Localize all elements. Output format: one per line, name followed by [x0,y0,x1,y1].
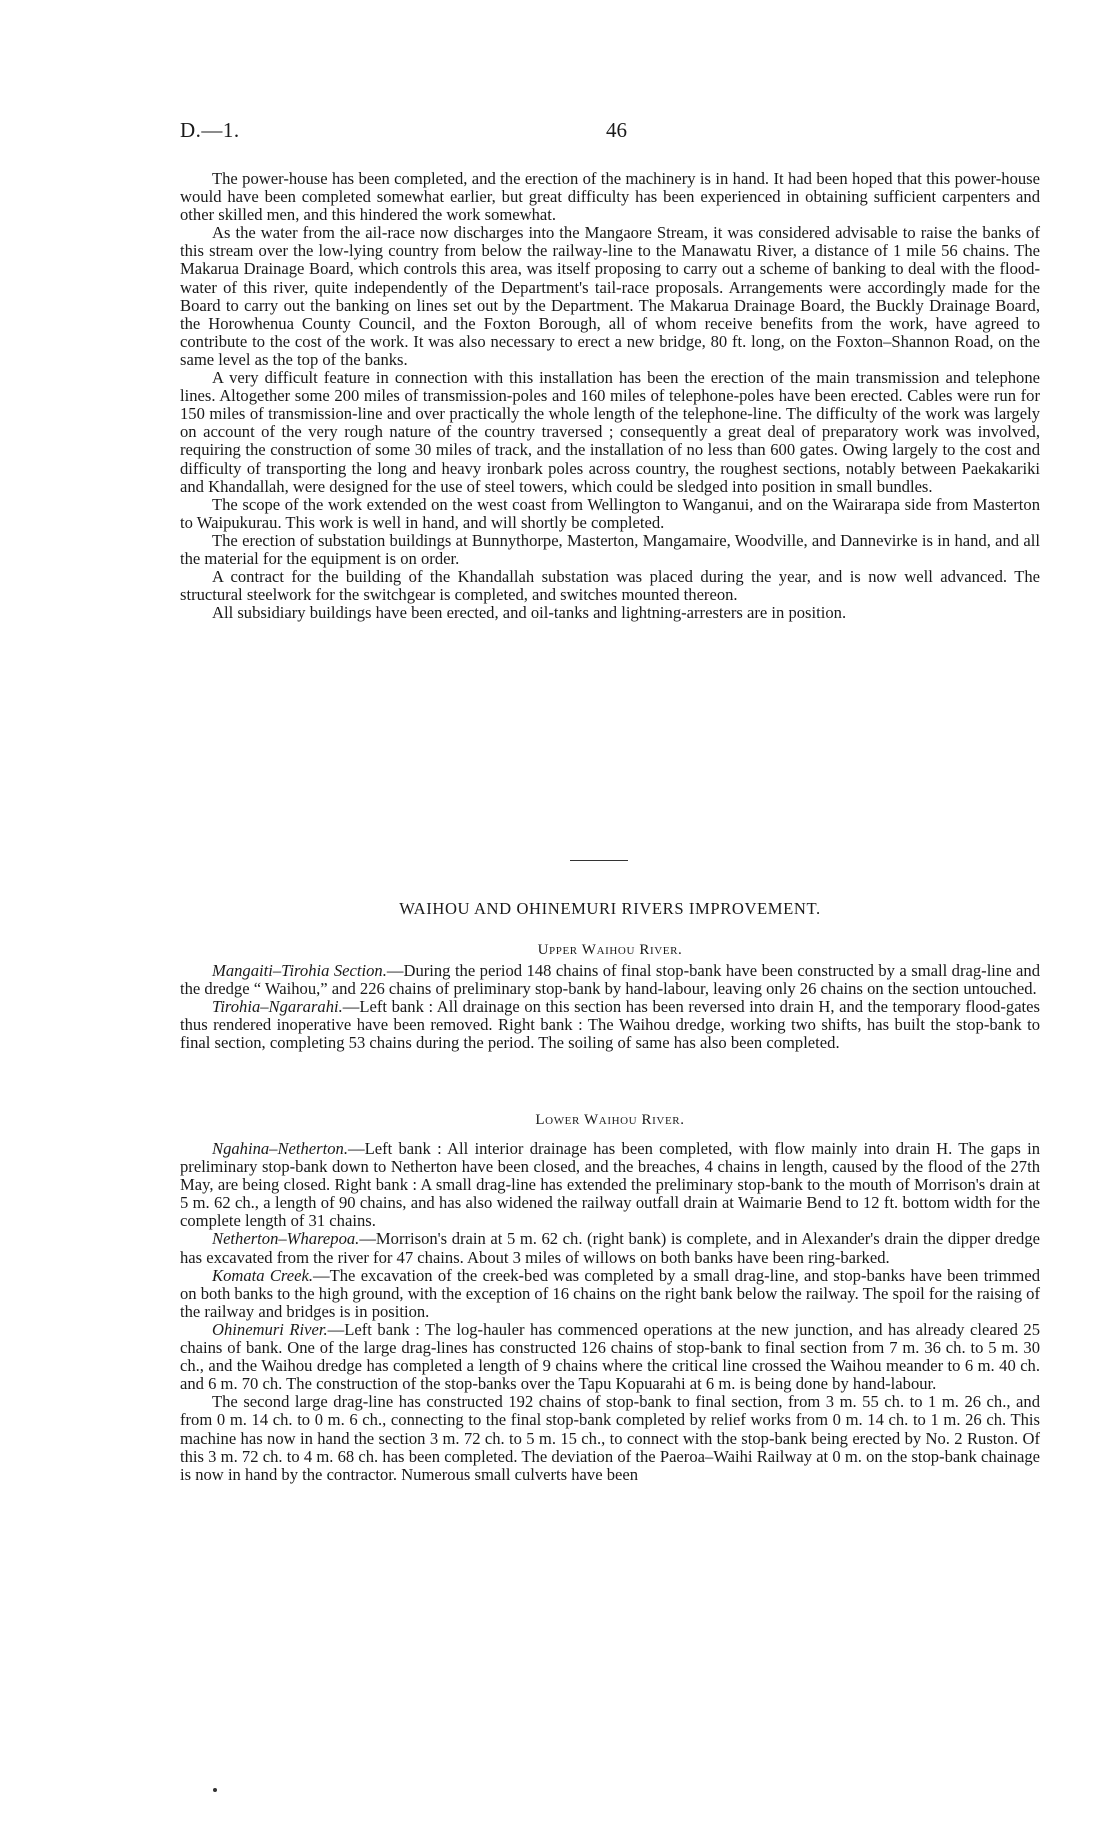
paragraph [180,1267,1040,1321]
item-text: —Left bank : All drainage on this section has been reversed into drain H, and the temporary flood-gates thus rendered inoperative have been removed. Right bank : The Waihou dredge, working two shifts, has built the stop-bank to final section, completing 53 chains during the period. The soiling of same has also been completed. [180,997,1040,1053]
section-divider [570,860,628,861]
ink-speck [213,1788,217,1792]
page-header [180,118,1040,148]
upper-waihou-text [180,962,1040,1052]
item-text: —The excavation of the creek-bed was completed by a small drag-line, and stop-banks have been trimmed on both banks to the high ground, with the exception of 16 chains on the right bank below the railway. The spoil for the raising of the railway and bridges is in position. [180,1265,1040,1321]
subsection-title-upper: Upper Waihou River. [537,942,683,958]
lower-waihou-text [180,1140,1040,1484]
item-label: Netherton–Wharepoa. [212,1229,360,1249]
paragraph [180,1321,1040,1393]
paragraph: A very difficult feature in connection with this installation has been the erection of the main transmission and telephone lines. Altogether some 200 miles of transmission-poles and 160 miles of telephone-poles have been erected. Cables were run for 150 miles of transmission-line and over practically the whole length of the telephone-line. The difficulty of the work was largely on account of the very rough nature of the country traversed ; consequently a great deal of preparatory work was involved, requiring the construction of some 30 miles of track, and the installation of no less than 600 gates. Owing largely to the cost and difficulty of transporting the long and heavy ironbark poles across country, the roughest sections, notably between Paekakariki and Khandallah, were designed for the use of steel towers, which could be sledged into position in small bundles. [180,368,1040,496]
section-power-house [180,170,1040,622]
paragraph: As the water from the ail-race now discharges into the Mangaore Stream, it was considered advisable to raise the banks of this stream over the low-lying country from below the railway-line to the Manawatu River, a distance of 1 mile 56 chains. The Makarua Drainage Board, which controls this area, was itself proposing to carry out a scheme of banking to deal with the flood-water of this river, quite independently of the Department's tail-race proposals. Arrangements were accordingly made for the Board to carry out the banking on lines set out by the Department. The Makarua Drainage Board, the Buckly Drainage Board, the Horowhenua County Council, and the Foxton Borough, all of whom receive benefits from the work, have agreed to contribute to the cost of the work. It was also necessary to erect a new bridge, 80 ft. long, on the Foxton–Shannon Road, on the same level as the top of the banks. [180,223,1040,369]
paragraph: A contract for the building of the Khandallah substation was placed during the year, and is now well advanced. The structural steelwork for the switchgear is completed, and switches mounted thereon. [180,567,1040,605]
subsection-title-lower: Lower Waihou River. [535,1112,685,1128]
item-text: —Morrison's drain at 5 m. 62 ch. (right bank) is complete, and in Alexander's drain the dipper dredge has excavated from the river for 47 chains. About 3 miles of willows on both banks have been ring-barked. [180,1229,1040,1267]
item-label: Mangaiti–Tirohia Section. [212,961,387,980]
paragraph: The scope of the work extended on the west coast from Wellington to Wanganui, and on the Wairarapa side from Masterton to Waipukurau. This work is well in hand, and will shortly be completed. [180,494,1040,532]
paragraph [180,1230,1040,1266]
paragraph: The second large drag-line has constructed 192 chains of stop-bank to final section, from 3 m. 55 ch. to 1 m. 26 ch., and from 0 m. 14 ch. to 0 m. 6 ch., connecting to the final stop-bank completed by relief works from 0 m. 14 ch. to 1 m. 26 ch. This machine has now in hand the section 3 m. 72 ch. to 5 m. 15 ch., to connect with the stop-bank being erected by No. 2 Ruston. Of this 3 m. 72 ch. to 4 m. 68 ch. has been completed. The deviation of the Paeroa–Waihi Railway at 0 m. on the stop-bank chainage is now in hand by the contractor. Numerous small culverts have been [180,1392,1040,1484]
item-text: —Left bank : All interior drainage has been completed, with flow mainly into drain H. The gaps in preliminary stop-bank down to Netherton have been closed, and the breaches, 4 chains in length, caused by the flood of the 27th May, are being closed. Right bank : A small drag-line has extended the preliminary stop-bank to the mouth of Morrison's drain at 5 m. 62 ch., a length of 90 chains, and has also widened the railway outfall drain at Waimarie Bend to 12 ft. bottom width for the complete length of 31 chains. [180,1139,1040,1231]
paragraph: All subsidiary buildings have been erected, and oil-tanks and lightning-arresters are in position. [212,603,847,623]
paragraph [180,998,1040,1052]
item-text: —During the period 148 chains of final stop-bank have been constructed by a small drag-line and the dredge “ Waihou,” and 226 chains of preliminary stop-bank by hand-labour, leaving only 26 chains on the section untouched. [180,961,1040,999]
paragraph: The erection of substation buildings at Bunnythorpe, Masterton, Mangamaire, Woodville, and Dannevirke is in hand, and all the material for the equipment is on order. [180,530,1040,568]
item-label: Ohinemuri River. [212,1319,328,1339]
document-reference: D.—1. [180,118,240,142]
item-label: Tirohia–Ngararahi. [212,997,343,1017]
section-title: WAIHOU AND OHINEMURI RIVERS IMPROVEMENT. [399,899,821,918]
item-label: Komata Creek. [212,1265,314,1285]
paragraph: The power-house has been completed, and the erection of the machinery is in hand. It had been hoped that this power-house would have been completed somewhat earlier, but great difficulty has been experienced in obtaining sufficient carpenters and other skilled men, and this hindered the work somewhat. [180,169,1040,225]
item-text: —Left bank : The log-hauler has commenced operations at the new junction, and has already cleared 25 chains of bank. One of the large drag-lines has constructed 126 chains of stop-bank to final section from 7 m. 36 ch. to 5 m. 30 ch., and the Waihou dredge has completed a length of 9 chains where the critical line crossed the Waihou meander to 6 m. 40 ch. and 6 m. 70 ch. The construction of the stop-banks over the Tapu Kopuarahi at 6 m. is being done by hand-labour. [180,1319,1040,1394]
page-number: 46 [606,118,627,142]
item-label: Ngahina–Netherton. [212,1139,348,1158]
paragraph [180,1140,1040,1230]
paragraph [180,962,1040,998]
